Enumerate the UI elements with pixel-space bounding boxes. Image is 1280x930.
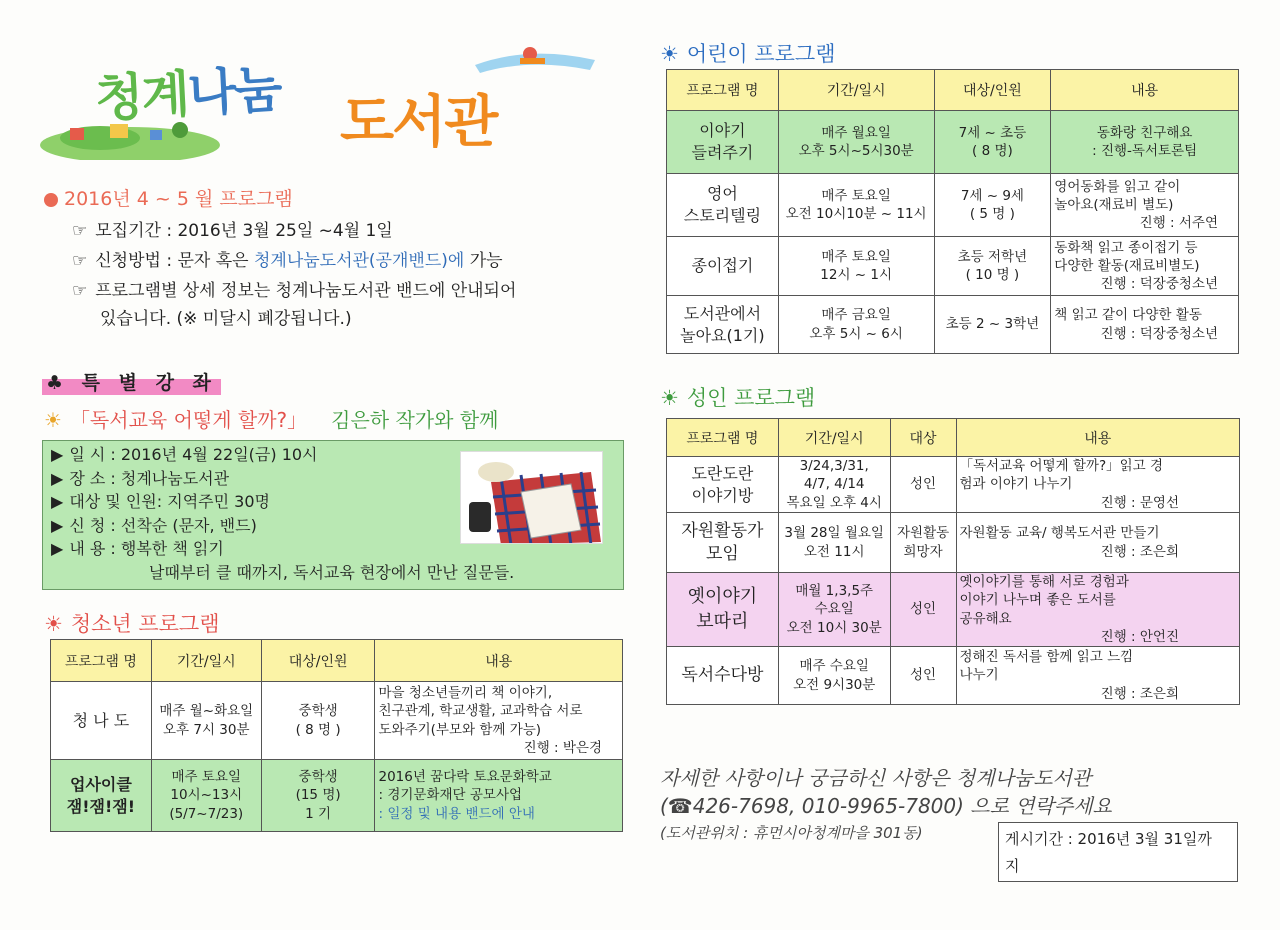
logo-text-cheonggye: 청계나눔 <box>93 60 282 128</box>
triangle-bullet-icon: ▶ <box>51 492 64 511</box>
detail-info-cont: 있습니다. (※ 미달시 폐강됩니다.) <box>100 309 352 329</box>
program-content: 「독서교육 어떻게 할까?」읽고 경 험과 이야기 나누기 진행 : 문영선 <box>956 457 1240 513</box>
lecture-content-detail: 날때부터 클 때까지, 독서교육 현장에서 만난 질문들. <box>149 562 515 582</box>
youth-program-heading: ☀ 청소년 프로그램 <box>44 612 220 636</box>
program-name: 영어 스토리텔링 <box>667 174 779 237</box>
lecture-title-line: ☀ 「독서교육 어떻게 할까?」 김은하 작가와 함께 <box>44 408 499 432</box>
program-content: 마을 청소년들끼리 책 이야기, 친구관계, 학교생활, 교과학습 서로 도와주기(부모와 함께 가능) 진행 : 박은경 <box>375 682 623 760</box>
program-content: 2016년 꿈다락 토요문화학교 : 경기문화재단 공모사업 : 일정 및 내용 밴드에 안내 <box>375 760 623 832</box>
col-header: 내용 <box>1051 70 1239 111</box>
program-time: 3/24,3/31, 4/7, 4/14 목요일 오후 4시 <box>778 457 890 513</box>
program-time: 매주 월요일 오후 5시~5시30분 <box>778 111 934 174</box>
adult-program-heading: ☀ 성인 프로그램 <box>660 386 816 410</box>
triangle-bullet-icon: ▶ <box>51 515 64 535</box>
program-target: 중학생 (15 명) 1 기 <box>261 760 375 832</box>
program-target: 성인 <box>890 457 956 513</box>
program-time: 매주 토요일 오전 10시10분 ~ 11시 <box>778 174 934 237</box>
pointing-hand-icon: ☞ <box>72 221 88 241</box>
col-header: 대상 <box>890 419 956 457</box>
program-time: 매주 금요일 오후 5시 ~ 6시 <box>778 296 934 354</box>
lecture-date: ▶ 일 시 : 2016년 4월 22일(금) 10시 <box>51 445 318 464</box>
table-row <box>667 237 1239 296</box>
table-row <box>667 573 1240 647</box>
kids-program-heading: ☀ 어린이 프로그램 <box>660 42 836 66</box>
program-time: 매주 토요일 12시 ~ 1시 <box>778 237 934 296</box>
program-time: 3월 28일 월요일 오전 11시 <box>778 513 890 573</box>
col-header: 프로그램 명 <box>667 419 779 457</box>
lecture-place: ▶ 장 소 : 청계나눔도서관 <box>51 468 230 488</box>
lecture-info-box <box>42 440 624 590</box>
program-target: 초등 저학년 ( 10 명 ) <box>934 237 1051 296</box>
col-header: 내용 <box>956 419 1240 457</box>
program-content: 동화책 읽고 종이접기 등 다양한 활동(재료비별도) 진행 : 덕장중청소년 <box>1051 237 1239 296</box>
table-row <box>667 174 1239 237</box>
logo-text-library: 도서관 <box>340 90 497 155</box>
table-row <box>667 647 1240 705</box>
program-time: 매주 수요일 오전 9시30분 <box>778 647 890 705</box>
col-header: 기간/일시 <box>778 419 890 457</box>
program-period-title: 2016년 4 ~ 5 월 프로그램 <box>44 184 293 211</box>
program-target: 7세 ~ 9세 ( 5 명 ) <box>934 174 1051 237</box>
col-header: 프로그램 명 <box>667 70 779 111</box>
apply-method: ☞ 신청방법 : 문자 혹은 청계나눔도서관(공개밴드)에 가능 <box>72 251 503 271</box>
table-row <box>667 457 1240 513</box>
program-time: 매주 월~화요일 오후 7시 30분 <box>151 682 261 760</box>
posting-period-text: 게시기간 : 2016년 3월 31일까 <box>1005 830 1212 848</box>
pointing-hand-icon: ☞ <box>72 251 88 271</box>
program-content: 책 읽고 같이 다양한 활동 진행 : 덕장중청소년 <box>1051 296 1239 354</box>
adult-program-table <box>666 418 1240 705</box>
table-row <box>667 296 1239 354</box>
program-name: 도서관에서 놀아요(1기) <box>667 296 779 354</box>
program-target: 성인 <box>890 647 956 705</box>
bullet-dot-icon <box>44 193 58 207</box>
contact-line-1: 자세한 사항이나 궁금하신 사항은 청계나눔도서관 <box>660 766 1092 790</box>
program-target: 초등 2 ~ 3학년 <box>934 296 1051 354</box>
detail-info: ☞ 프로그램별 상세 정보는 청계나눔도서관 밴드에 안내되어 <box>72 281 517 301</box>
program-name: 자원활동가 모임 <box>667 513 779 573</box>
table-row <box>667 513 1240 573</box>
posting-period-box <box>998 822 1238 882</box>
sun-icon: ☀ <box>44 408 62 432</box>
program-target: 중학생 ( 8 명 ) <box>261 682 375 760</box>
triangle-bullet-icon: ▶ <box>51 468 64 488</box>
program-name: 독서수다방 <box>667 647 779 705</box>
flying-figure-icon <box>470 40 600 80</box>
program-time: 매월 1,3,5주 수요일 오전 10시 30분 <box>778 573 890 647</box>
sun-icon: ☀ <box>660 42 679 66</box>
table-header-row <box>667 70 1239 111</box>
contact-phone: (☎426-7698, 010-9965-7800) 으로 연락주세요 <box>660 794 1112 818</box>
sun-icon: ☀ <box>660 386 679 410</box>
triangle-bullet-icon: ▶ <box>51 445 64 464</box>
program-name: 업사이클 잼!잼!잼! <box>51 760 152 832</box>
lecture-content: ▶ 내 용 : 행복한 책 읽기 <box>51 539 224 558</box>
triangle-bullet-icon: ▶ <box>51 539 64 558</box>
sun-icon: ☀ <box>44 612 63 636</box>
col-header: 프로그램 명 <box>51 640 152 682</box>
posting-period-text-cont: 지 <box>1005 857 1020 875</box>
program-name: 도란도란 이야기방 <box>667 457 779 513</box>
program-content: 영어동화를 읽고 같이 놀아요(재료비 별도) 진행 : 서주연 <box>1051 174 1239 237</box>
program-target: 성인 <box>890 573 956 647</box>
col-header: 내용 <box>375 640 623 682</box>
table-row <box>667 111 1239 174</box>
youth-program-table <box>50 639 623 832</box>
program-content: 동화랑 친구해요 : 진행-독서토론팀 <box>1051 111 1239 174</box>
program-name: 이야기 들려주기 <box>667 111 779 174</box>
library-logo <box>40 40 600 160</box>
table-header-row <box>667 419 1240 457</box>
program-target: 7세 ~ 초등 ( 8 명) <box>934 111 1051 174</box>
program-content: 옛이야기를 통해 서로 경험과 이야기 나누며 좋은 도서를 공유해요 진행 : 안언진 <box>956 573 1240 647</box>
col-header: 대상/인원 <box>934 70 1051 111</box>
books-on-tablecloth-image <box>460 451 603 544</box>
program-name: 종이접기 <box>667 237 779 296</box>
table-row <box>51 760 623 832</box>
recruit-period: ☞ 모집기간 : 2016년 3월 25일 ~4월 1일 <box>72 221 393 241</box>
special-lecture-heading: ♣ 특 별 강 좌 <box>42 368 221 395</box>
col-header: 기간/일시 <box>778 70 934 111</box>
band-link[interactable]: 청계나눔도서관(공개밴드)에 <box>253 251 465 271</box>
lecture-apply: ▶ 신 청 : 선착순 (문자, 밴드) <box>51 515 257 535</box>
kids-program-table <box>666 69 1239 354</box>
lecture-target: ▶ 대상 및 인원: 지역주민 30명 <box>51 492 270 511</box>
program-target: 자원활동 희망자 <box>890 513 956 573</box>
col-header: 기간/일시 <box>151 640 261 682</box>
table-header-row <box>51 640 623 682</box>
program-name: 청 나 도 <box>51 682 152 760</box>
program-name: 옛이야기 보따리 <box>667 573 779 647</box>
library-location: (도서관위치 : 휴먼시아청계마을 301동) <box>660 824 923 842</box>
program-time: 매주 토요일 10시~13시 (5/7~7/23) <box>151 760 261 832</box>
program-content: 정해진 독서를 함께 읽고 느낌 나누기 진행 : 조은희 <box>956 647 1240 705</box>
table-row <box>51 682 623 760</box>
program-content: 자원활동 교육/ 행복도서관 만들기 진행 : 조은희 <box>956 513 1240 573</box>
pointing-hand-icon: ☞ <box>72 281 88 301</box>
col-header: 대상/인원 <box>261 640 375 682</box>
